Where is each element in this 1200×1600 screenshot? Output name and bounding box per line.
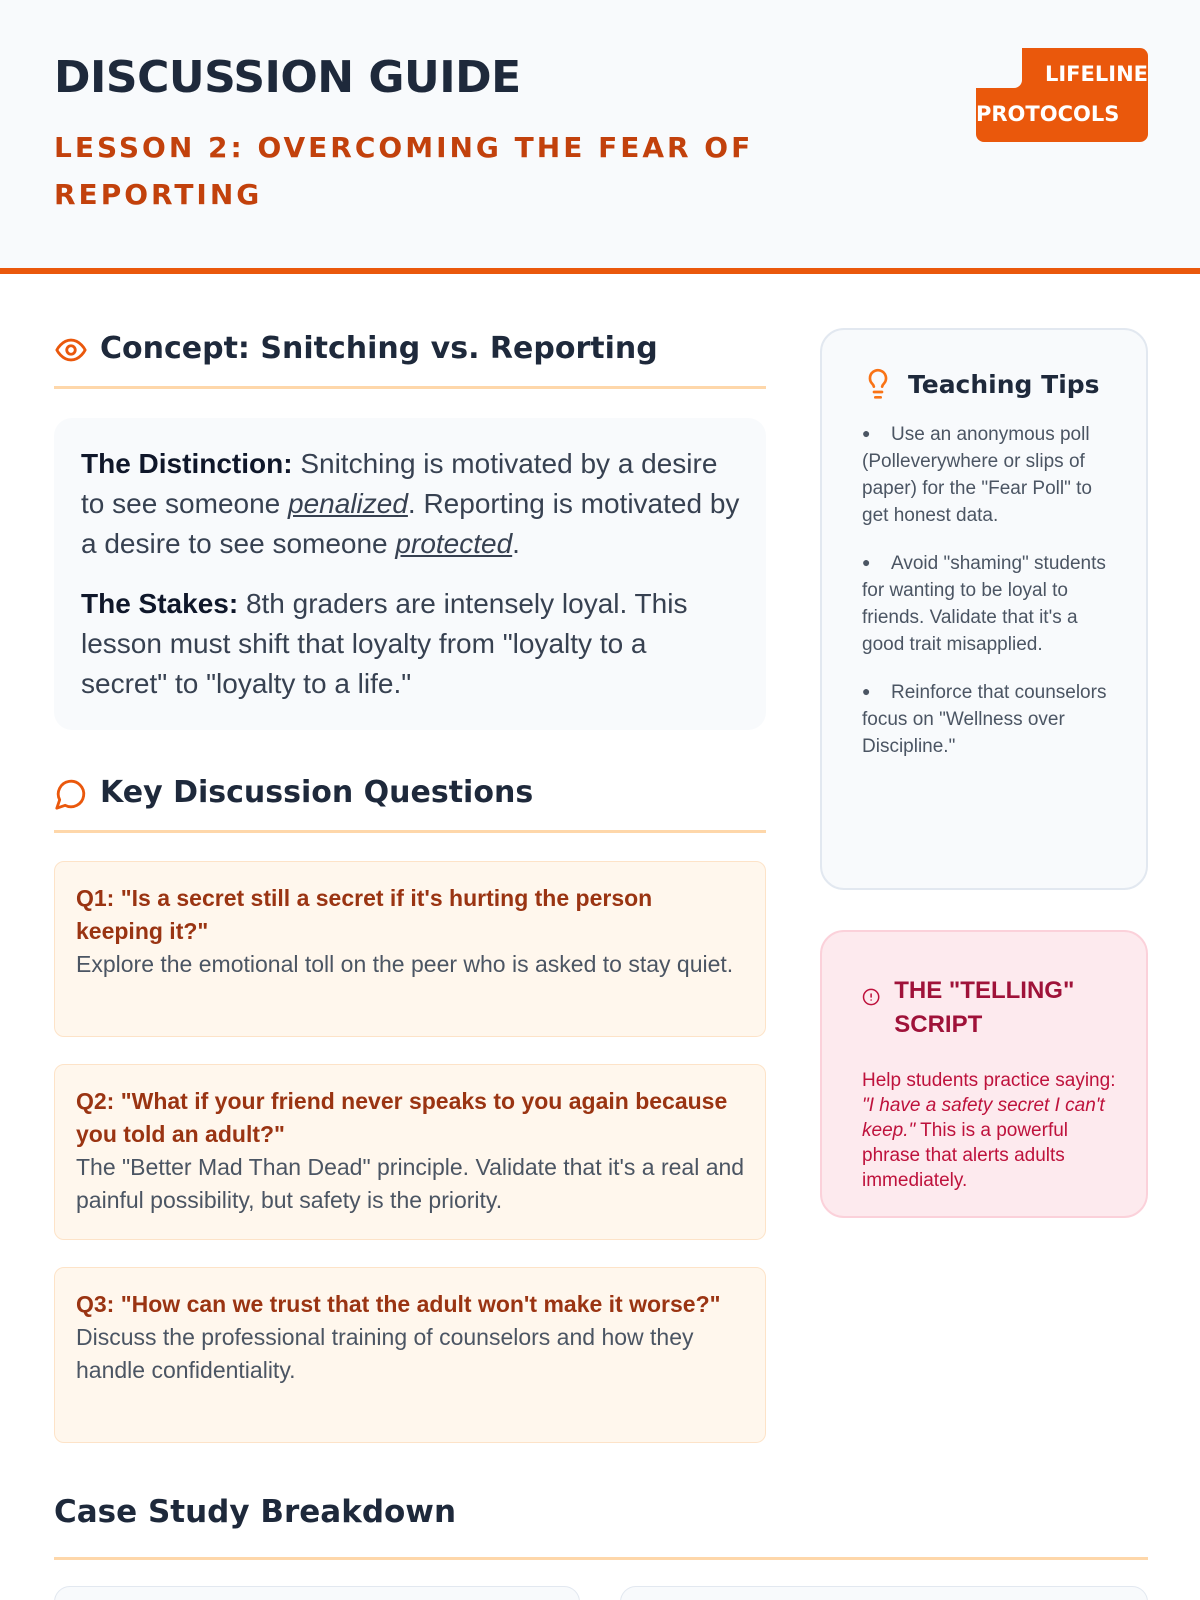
teaching-tips-heading: Teaching Tips: [908, 369, 1100, 399]
list-item: ● Reinforce that counselors focus on "Wellness over Discipline.": [862, 678, 1120, 760]
page-title: DISCUSSION GUIDE: [54, 52, 521, 103]
message-circle-icon: [54, 777, 88, 811]
protected-emphasis: protected: [395, 528, 513, 559]
case-study-card-2: [620, 1586, 1148, 1600]
telling-script-heading: THE "TELLING" SCRIPT: [894, 977, 1075, 1038]
concept-heading: Concept: Snitching vs. Reporting: [100, 331, 658, 366]
case-study-section-header: [54, 1494, 1148, 1560]
penalized-emphasis: penalized: [288, 488, 408, 519]
script-phrase: "I have a safety secret I can't keep.": [862, 1095, 1105, 1141]
stakes-label: The Stakes:: [81, 588, 239, 619]
alert-circle-icon: [862, 986, 880, 1008]
brand-name-line1: LIFELINE: [1044, 62, 1148, 86]
telling-script-body: Help students practice saying: "I have a safety secret I can't keep." This is a powerful phrase that alerts adults immediately.: [862, 1070, 1116, 1191]
question-guidance: Discuss the professional training of counselors and how they handle confidentiality.: [76, 1324, 694, 1383]
questions-section-header: [54, 775, 766, 833]
question-text: Q1: "Is a secret still a secret if it's hurting the person keeping it?": [76, 885, 653, 944]
stakes-paragraph: The Stakes: 8th graders are intensely loyal. This lesson must shift that loyalty from "loyalty to a secret" to "loyalty to a life.": [81, 588, 688, 699]
concept-section-header: [54, 331, 766, 389]
question-card-3: [54, 1267, 766, 1443]
question-guidance: Explore the emotional toll on the peer who is asked to stay quiet.: [76, 951, 734, 977]
distinction-paragraph: The Distinction: Snitching is motivated by a desire to see someone penalized. Reporting is motivated by a desire to see someone protected.: [81, 448, 740, 559]
telling-script-card: [820, 930, 1148, 1218]
brand-badge: [976, 48, 1148, 142]
eye-icon: [54, 333, 88, 367]
distinction-label: The Distinction:: [81, 448, 293, 479]
question-card-1: [54, 861, 766, 1037]
lightbulb-icon: [862, 368, 894, 400]
bullet-icon: ●: [862, 683, 871, 699]
list-item: ● Avoid "shaming" students for wanting to be loyal to friends. Validate that it's a good trait misapplied.: [862, 549, 1120, 658]
question-card-2: [54, 1064, 766, 1240]
teaching-tips-list: [862, 420, 1120, 760]
question-guidance: The "Better Mad Than Dead" principle. Validate that it's a real and painful possibility, but safety is the priority.: [76, 1154, 745, 1213]
case-study-card-1: [54, 1586, 580, 1600]
case-study-heading: Case Study Breakdown: [54, 1494, 457, 1530]
teaching-tips-header: [862, 368, 1120, 400]
lesson-subtitle: LESSON 2: OVERCOMING THE FEAR OF REPORTING: [54, 131, 754, 211]
teaching-tips-card: [820, 328, 1148, 890]
question-text: Q3: "How can we trust that the adult won't make it worse?": [76, 1291, 721, 1317]
brand-name-line2: PROTOCOLS: [976, 102, 1120, 126]
concept-card: [54, 418, 766, 730]
telling-script-header: [862, 974, 1122, 1042]
questions-heading: Key Discussion Questions: [100, 775, 534, 810]
page-header: [0, 0, 1200, 274]
list-item: ● Use an anonymous poll (Polleverywhere or slips of paper) for the "Fear Poll" to get honest data.: [862, 420, 1120, 529]
bullet-icon: ●: [862, 554, 871, 570]
bullet-icon: ●: [862, 425, 871, 441]
question-text: Q2: "What if your friend never speaks to you again because you told an adult?": [76, 1088, 728, 1147]
